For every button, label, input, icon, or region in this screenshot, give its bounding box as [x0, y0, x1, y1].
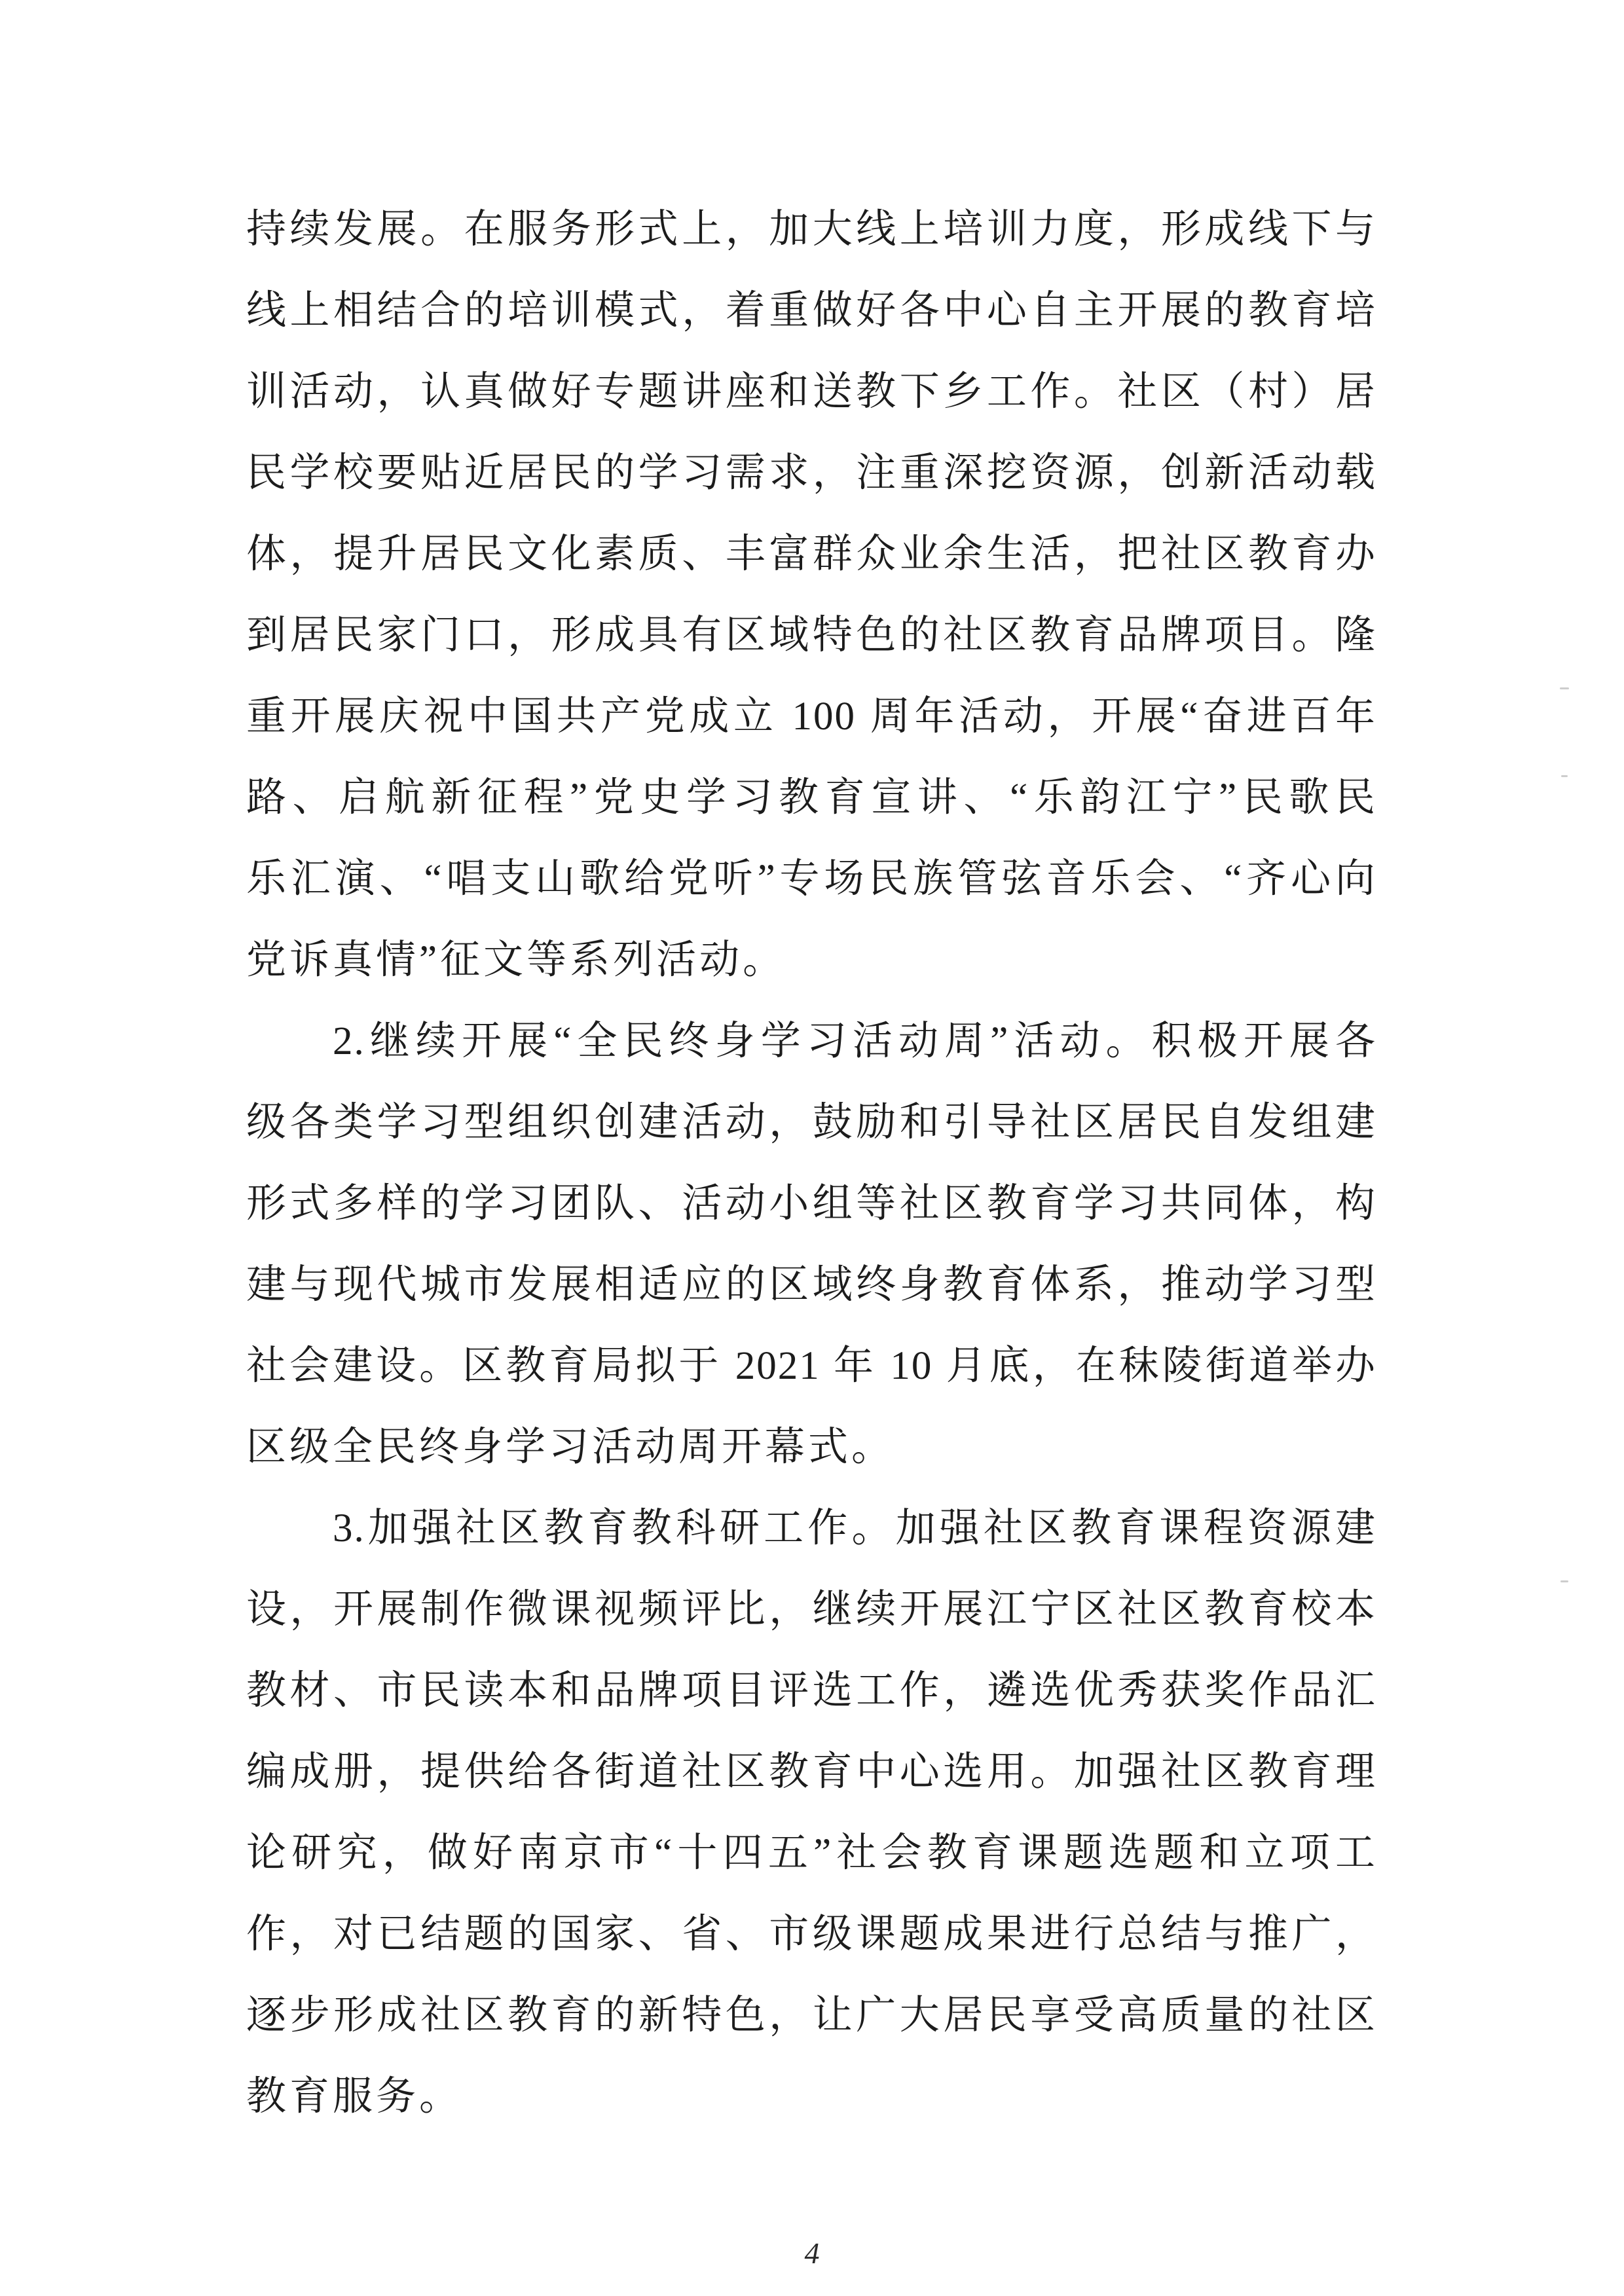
text-line: 作，对已结题的国家、省、市级课题成果进行总结与推广， [246, 1912, 1376, 1956]
page-number: 4 [804, 2236, 820, 2270]
scan-artifact [1560, 1580, 1568, 1582]
text-line: 建与现代城市发展相适应的区域终身教育体系，推动学习型 [246, 1263, 1376, 1307]
text-line: 论研究，做好南京市“十四五”社会教育课题选题和立项工 [246, 1831, 1376, 1875]
text-line: 体，提升居民文化素质、丰富群众业余生活，把社区教育办 [246, 532, 1376, 576]
text-line: 区级全民终身学习活动周开幕式。 [246, 1425, 895, 1469]
text-line: 形式多样的学习团队、活动小组等社区教育学习共同体，构 [246, 1182, 1376, 1226]
text-line: 路、启航新征程”党史学习教育宣讲、“乐韵江宁”民歌民 [246, 776, 1376, 820]
text-line: 2.继续开展“全民终身学习活动周”活动。积极开展各 [333, 1019, 1376, 1063]
text-line: 重开展庆祝中国共产党成立 100 周年活动，开展“奋进百年 [246, 695, 1376, 738]
text-line: 教材、市民读本和品牌项目评选工作，遴选优秀获奖作品汇 [246, 1669, 1376, 1713]
text-line: 持续发展。在服务形式上，加大线上培训力度，形成线下与 [246, 208, 1376, 251]
paragraph-3 [246, 1488, 1376, 2138]
scan-artifact [1560, 687, 1569, 689]
scan-artifact [1561, 775, 1568, 777]
text-line: 到居民家门口，形成具有区域特色的社区教育品牌项目。隆 [246, 613, 1376, 657]
text-line: 设，开展制作微课视频评比，继续开展江宁区社区教育校本 [246, 1588, 1376, 1631]
text-line: 社会建设。区教育局拟于 2021 年 10 月底，在秣陵街道举办 [246, 1344, 1376, 1388]
text-line: 级各类学习型组织创建活动，鼓励和引导社区居民自发组建 [246, 1101, 1376, 1144]
text-line: 线上相结合的培训模式，着重做好各中心自主开展的教育培 [246, 289, 1376, 333]
paragraph-2 [246, 1001, 1376, 1488]
text-line: 党诉真情”征文等系列活动。 [246, 938, 786, 982]
text-line: 乐汇演、“唱支山歌给党听”专场民族管弦音乐会、“齐心向 [246, 857, 1376, 901]
text-line: 民学校要贴近居民的学习需求，注重深挖资源，创新活动载 [246, 451, 1376, 495]
paragraph-1 [246, 189, 1376, 1001]
body-text [246, 189, 1376, 2138]
text-line: 训活动，认真做好专题讲座和送教下乡工作。社区（村）居 [246, 370, 1376, 414]
text-line: 3.加强社区教育教科研工作。加强社区教育课程资源建 [333, 1506, 1376, 1550]
text-line: 编成册，提供给各街道社区教育中心选用。加强社区教育理 [246, 1750, 1376, 1794]
text-line: 逐步形成社区教育的新特色，让广大居民享受高质量的社区 [246, 1994, 1376, 2037]
text-line: 教育服务。 [246, 2075, 463, 2119]
